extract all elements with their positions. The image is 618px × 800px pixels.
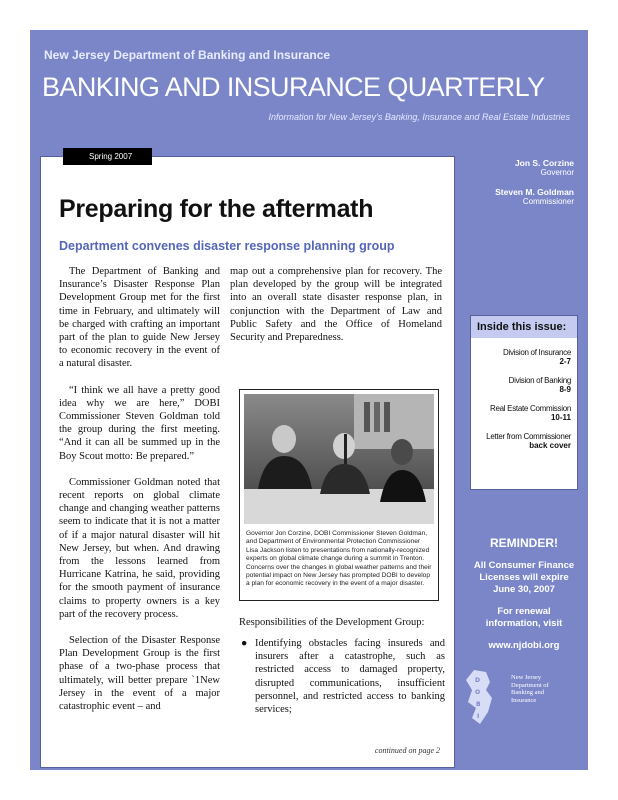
continued-note: continued on page 2 xyxy=(374,746,440,755)
inside-item[interactable] xyxy=(471,376,577,394)
official-entry xyxy=(434,158,574,177)
inside-item-pages: 2-7 xyxy=(559,357,571,366)
inside-item[interactable] xyxy=(471,404,577,422)
responsibilities-heading: Responsibilities of the Development Group: xyxy=(239,617,425,628)
official-entry xyxy=(434,187,574,206)
official-name: Steven M. Goldman xyxy=(495,187,574,197)
summit-photo xyxy=(244,394,434,524)
logo-text: New Jersey Department of Banking and Insurance xyxy=(511,674,549,704)
inside-this-issue-box xyxy=(470,315,578,490)
paragraph: The Department of Banking and Insurance’s Disaster Response Plan Development Group met for the first time in February, and ultimately will be charged with crafting an important part of the plan to guide New Jersey to economic recovery in the event of a natural disaster. xyxy=(59,266,220,370)
inside-item[interactable] xyxy=(471,348,577,366)
official-name: Jon S. Corzine xyxy=(514,158,574,168)
photo-caption: Governor Jon Corzine, DOBI Commissioner Steven Goldman, and Department of Environmental Protection Commissioner Lisa Jackson listen to presentations from nationally-recognized experts on global climate change during a summit in Trenton. Concerns over the changes in global weather patterns and their potential impact on New Jersey has prompted DOBI to develop a plan for economic recovery in the event of a major disaster. xyxy=(246,530,432,588)
masthead-title: BANKING AND INSURANCE QUARTERLY xyxy=(42,72,545,102)
bullet-text: Identifying obstacles facing insureds and insurers after a catastrophe, such as restricted access to damaged property, disrupted communications, insufficient personnel, and restricted access to banking services; xyxy=(255,638,445,716)
article-headline: Preparing for the aftermath xyxy=(59,195,374,223)
photo-figure xyxy=(239,389,439,601)
logo-letter: D xyxy=(475,677,480,684)
article-subhead: Department convenes disaster response planning group xyxy=(59,239,395,253)
inside-item-label: Division of Banking xyxy=(508,376,571,385)
bullet-icon: ● xyxy=(241,638,248,649)
logo-letter: B xyxy=(476,701,481,708)
left-column xyxy=(59,265,220,726)
paragraph: Selection of the Disaster Response Plan Development Group is the first phase of a two-phase process that ultimately, will better prepare `1New Jersey in the event of a major catastrophic event – and xyxy=(59,635,220,713)
inside-item-label: Division of Insurance xyxy=(503,348,571,357)
inside-item-pages: back cover xyxy=(529,441,571,450)
bullet-item xyxy=(239,637,445,716)
official-title: Governor xyxy=(540,168,574,177)
reminder-box xyxy=(470,536,578,651)
paragraph: Commissioner Goldman noted that recent reports on global climate change and changing weather patterns seem to indicate that it is not a matter of if a major natural disaster will hit New Jersey, but when. And drawing from the lessons learned from Hurricane Katrina, he said, providing for the smooth payment of insurance claims to property owners is a key part of the recovery process. xyxy=(59,476,220,620)
newsletter-page xyxy=(30,30,588,770)
main-article-panel xyxy=(40,152,455,768)
right-column xyxy=(230,265,442,357)
logo-letter: I xyxy=(477,713,480,720)
officials-list xyxy=(434,158,574,216)
inside-item-pages: 8-9 xyxy=(559,385,571,394)
website-link[interactable]: www.njdobi.org xyxy=(488,640,560,651)
inside-item[interactable] xyxy=(471,432,577,450)
inside-item-label: Real Estate Commission xyxy=(490,404,571,413)
reminder-text: All Consumer Finance Licenses will expire June 30, 2007 xyxy=(473,560,575,595)
issue-label: Spring 2007 xyxy=(63,148,152,165)
paragraph: map out a comprehensive plan for recovery. The plan developed by the group will be integrated into an overall state disaster response plan, in conjunction with the Department of Law and Public Safety and the Office of Homeland Security and Preparedness. xyxy=(230,266,442,344)
logo-letter: O xyxy=(475,689,481,696)
reminder-title: REMINDER! xyxy=(490,536,558,550)
masthead-tagline: Information for New Jersey’s Banking, Insurance and Real Estate Industries xyxy=(268,112,570,122)
reminder-text: For renewal information, visit xyxy=(485,606,563,629)
paragraph: “I think we all have a pretty good idea why we are here,” DOBI Commissioner Steven Goldman told the group during the first meeting. “And it can all be summed up in the Boy Scout motto: Be prepared.” xyxy=(59,384,220,462)
official-title: Commissioner xyxy=(522,197,574,206)
agency-name: New Jersey Department of Banking and Insurance xyxy=(44,48,331,62)
inside-item-label: Letter from Commissioner xyxy=(486,432,571,441)
inside-title: Inside this issue: xyxy=(471,316,577,338)
inside-item-pages: 10-11 xyxy=(550,413,571,422)
